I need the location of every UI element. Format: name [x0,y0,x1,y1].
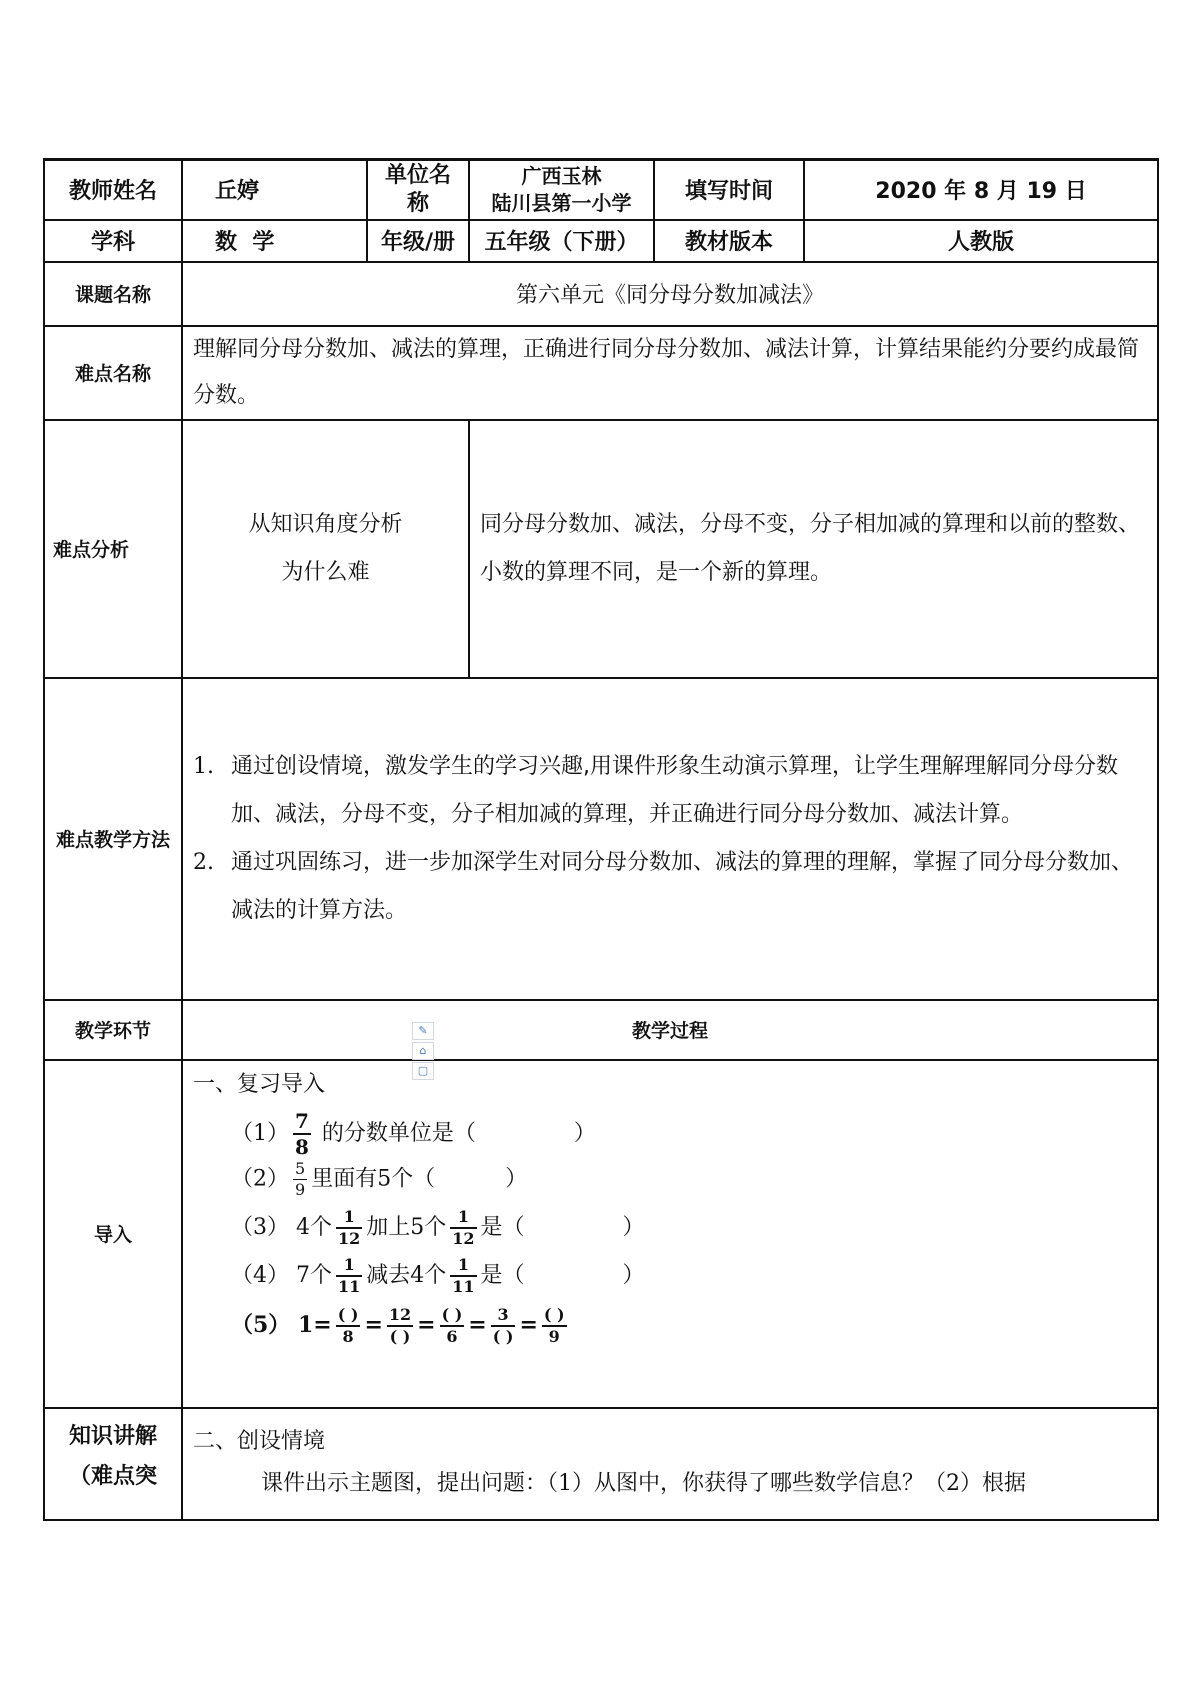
q4-num-2: 1 [457,1254,469,1274]
lesson-plan-table [43,158,1159,1521]
q4-prefix: （4） 7个 [231,1262,332,1288]
q5-f5-den: 9 [548,1326,560,1346]
review-question-5 [231,1304,571,1346]
knowledge-label [44,1408,182,1520]
edition-value: 人教版 [804,220,1158,262]
q4-den-1: 11 [338,1276,361,1296]
q3-num-1: 1 [343,1206,355,1226]
knowledge-content [182,1408,1158,1520]
difficulty-label: 难点名称 [44,326,182,420]
q2-end: ） [505,1166,528,1191]
q3-prefix: （3） 4个 [231,1214,332,1240]
review-question-2 [231,1158,528,1199]
method-item-1 [193,743,1147,839]
q3-mid: 加上5个 [366,1214,447,1240]
q4-fraction-1 [336,1254,362,1296]
q4-num-1: 1 [343,1254,355,1274]
q5-eq-1: = [364,1311,383,1338]
q3-fraction-1 [336,1206,362,1248]
teacher-label: 教师姓名 [44,160,182,220]
q4-end: ） [622,1262,645,1288]
q5-f1-den: 8 [342,1326,354,1346]
q5-f4-den: ( ) [492,1326,514,1346]
q5-fraction-1 [336,1304,361,1346]
q1-fraction [293,1108,311,1159]
q1-end: ） [573,1120,596,1146]
grade-value: 五年级（下册） [469,220,654,262]
review-question-1 [231,1108,596,1159]
q5-fraction-2 [387,1304,413,1346]
stage-header: 教学环节 [44,1000,182,1060]
q5-prefix: （5） 1= [231,1311,332,1338]
teacher-name: 丘婷 [182,160,367,220]
method-label: 难点教学方法 [44,678,182,1000]
q5-fraction-4 [491,1304,516,1346]
q1-num: 7 [295,1108,309,1133]
q4-fraction-2 [450,1254,476,1296]
topic-label: 课题名称 [44,262,182,326]
unit-label-line1: 单位名 [384,162,451,188]
q5-eq-2: = [417,1311,436,1338]
process-header: 教学过程 [182,1000,1158,1060]
difficulty-text: 理解同分母分数加、减法的算理，正确进行同分母分数加、减法计算，计算结果能约分要约成最简分数。 [182,326,1158,420]
unit-name [469,160,654,220]
subject-label: 学科 [44,220,182,262]
q3-den-1: 12 [338,1228,361,1248]
intro-label: 导入 [44,1060,182,1408]
q5-eq-4: = [519,1311,538,1338]
q3-num-2: 1 [457,1206,469,1226]
q5-f1-num: ( ) [337,1304,359,1324]
q1-text: 的分数单位是（ [314,1120,476,1146]
pen-icon[interactable]: ✎ [412,1022,434,1040]
q5-f4-num: 3 [497,1304,509,1324]
q5-f5-num: ( ) [543,1304,565,1324]
q2-text: 里面有5个（ [311,1166,436,1191]
q2-fraction [293,1158,307,1199]
method-item-2-num: 2. [193,849,214,875]
date-label: 填写时间 [654,160,804,220]
analysis-text: 同分母分数加、减法，分母不变，分子相加减的算理和以前的整数、小数的算理不同，是一个新的算理。 [469,420,1158,678]
grade-label: 年级/册 [367,220,469,262]
q3-end: ） [622,1214,645,1240]
q4-text: 是（ [480,1262,525,1288]
q3-text: 是（ [480,1214,525,1240]
q5-fraction-3 [440,1304,465,1346]
unit-name-line1: 广西玉林 [521,163,602,188]
q4-mid: 减去4个 [366,1262,447,1288]
method-item-1-num: 1. [193,753,214,779]
q5-f3-den: 6 [446,1326,458,1346]
review-question-4 [231,1254,645,1296]
date-value: 2020 年 8 月 19 日 [804,160,1158,220]
shape-icon[interactable]: ⌂ [412,1042,434,1060]
knowledge-heading: 二、创设情境 [193,1428,326,1454]
analysis-label: 难点分析 [44,420,182,678]
method-item-1-text: 通过创设情境，激发学生的学习兴趣,用课件形象生动演示算理，让学生理解理解同分母分数加、减法，分母不变，分子相加减的算理，并正确进行同分母分数加、减法计算。 [231,753,1118,827]
intro-heading: 一、复习导入 [193,1071,326,1097]
q2-prefix: （2） [231,1166,289,1191]
method-item-2 [193,839,1147,935]
knowledge-text: 课件出示主题图，提出问题：（1）从图中，你获得了哪些数学信息？（2）根据 [261,1470,1026,1496]
q5-fraction-5 [542,1304,567,1346]
review-question-3 [231,1206,645,1248]
q1-prefix: （1） [231,1120,289,1146]
knowledge-label-line2: （难点突 [68,1463,157,1489]
floating-toolbar [412,1022,434,1082]
q5-f2-den: ( ) [389,1326,411,1346]
analysis-sub-label-line2: 为什么难 [281,559,370,585]
knowledge-label-line1: 知识讲解 [68,1423,157,1449]
q5-f2-num: 12 [388,1304,412,1324]
unit-name-line2: 陆川县第一小学 [491,190,632,215]
q3-fraction-2 [450,1206,476,1248]
method-list [182,678,1158,1000]
q2-den: 9 [295,1179,306,1199]
edition-label: 教材版本 [654,220,804,262]
q5-f3-num: ( ) [441,1304,463,1324]
q2-num: 5 [295,1158,306,1178]
q3-den-2: 12 [452,1228,475,1248]
q5-eq-3: = [468,1311,487,1338]
method-item-2-text: 通过巩固练习，进一步加深学生对同分母分数加、减法的算理的理解，掌握了同分母分数加、减法的计算方法。 [231,849,1134,923]
unit-label [367,160,469,220]
q4-den-2: 11 [452,1276,475,1296]
analysis-sub-label-line1: 从知识角度分析 [248,511,403,537]
subject-value: 数 学 [182,220,367,262]
intro-content [182,1060,1158,1408]
frame-icon[interactable]: ▢ [412,1062,434,1080]
unit-label-line2: 称 [406,190,429,216]
q1-den: 8 [295,1134,309,1159]
analysis-sub-label [182,420,469,678]
topic-value: 第六单元《同分母分数加减法》 [182,262,1158,326]
